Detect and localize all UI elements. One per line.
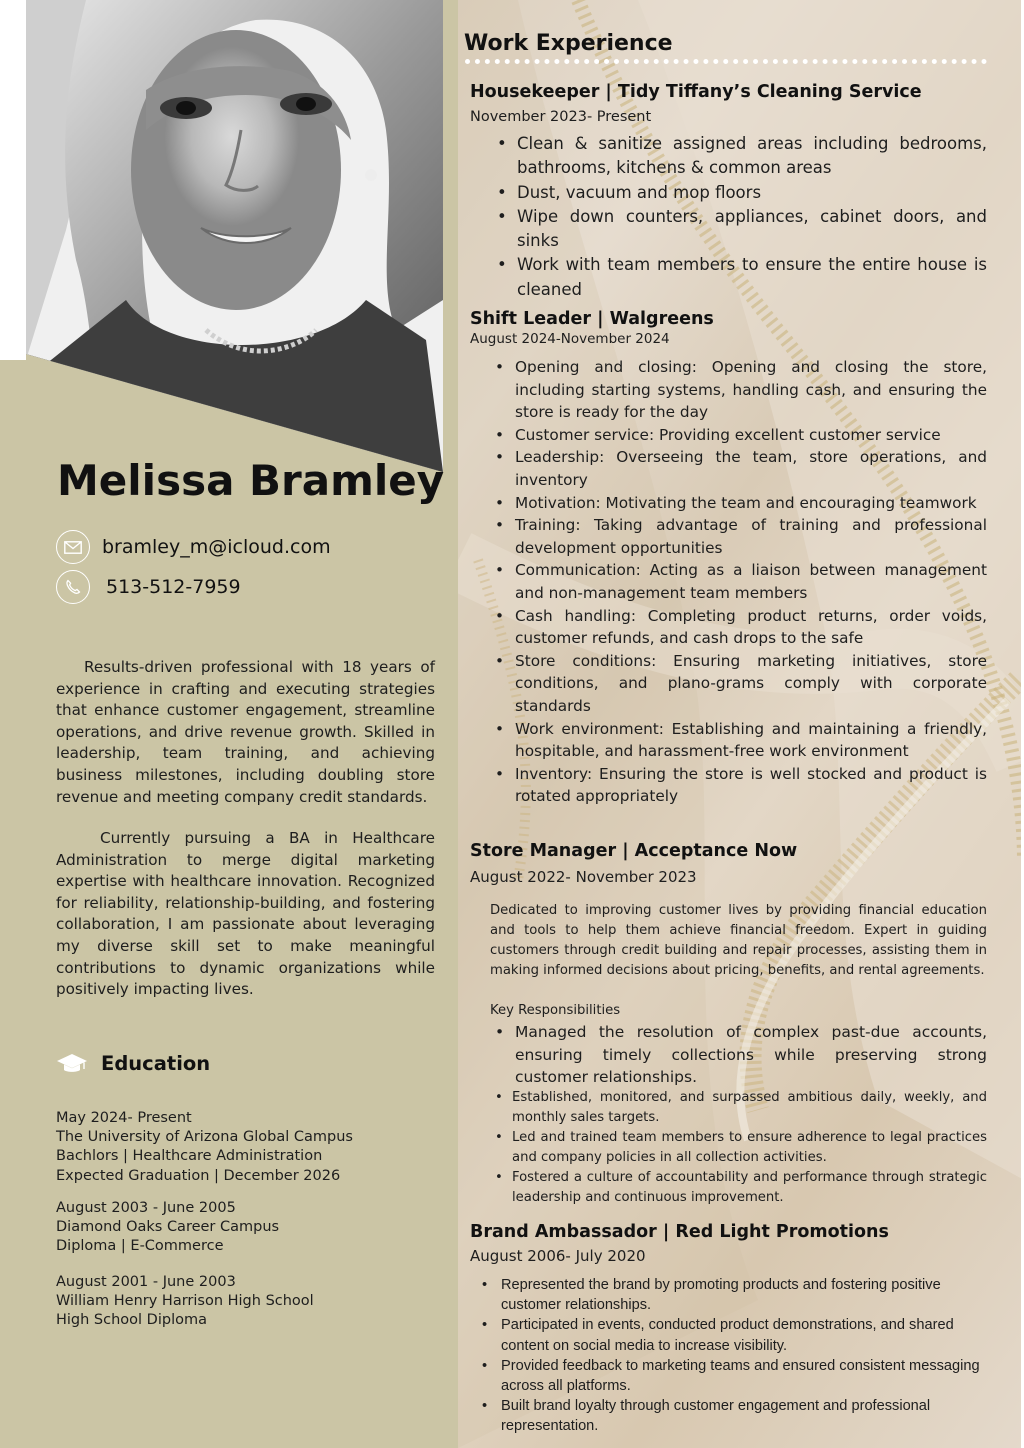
- education-degree: Bachlors | Healthcare Administration: [56, 1148, 323, 1165]
- job-title: Brand Ambassador | Red Light Promotions: [470, 1222, 889, 1242]
- education-entry: [56, 1109, 353, 1186]
- list-item: • Provided feedback to marketing teams and ensured consistent messaging across all platforms.: [501, 1356, 981, 1396]
- envelope-icon: [56, 530, 90, 564]
- job-dates: August 2022- November 2023: [470, 868, 697, 886]
- list-item: • Store conditions: Ensuring marketing initiatives, store conditions, and plano-grams comply with corporate standards: [515, 650, 987, 718]
- list-item: • Established, monitored, and surpassed ambitious daily, weekly, and monthly sales targets.: [512, 1088, 987, 1128]
- profile-photo: [26, 0, 443, 472]
- job-title: Housekeeper | Tidy Tiffany’s Cleaning Service: [470, 82, 922, 102]
- job-dates: August 2024-November 2024: [470, 331, 670, 347]
- education-entry: [56, 1199, 279, 1257]
- list-item: • Represented the brand by promoting products and fostering positive customer relationships.: [501, 1275, 981, 1315]
- contact-email: [56, 530, 331, 564]
- heading-divider: [465, 59, 987, 64]
- key-responsibilities-label: Key Responsibilities: [490, 1003, 621, 1018]
- list-item: • Opening and closing: Opening and closing the store, including starting systems, handling cash, and ensuring the store is ready for the day: [515, 356, 987, 424]
- list-item: • Participated in events, conducted product demonstrations, and shared content on social media to increase visibility.: [501, 1315, 981, 1355]
- education-school: The University of Arizona Global Campus: [56, 1129, 353, 1146]
- education-degree: High School Diploma: [56, 1312, 207, 1329]
- list-item: • Cash handling: Completing product returns, order voids, customer refunds, and cash drops to the safe: [515, 605, 987, 650]
- education-school: Diamond Oaks Career Campus: [56, 1219, 280, 1236]
- list-item: • Dust, vacuum and mop floors: [517, 181, 987, 205]
- list-item: • Work with team members to ensure the entire house is cleaned: [517, 253, 987, 302]
- job-bullet-list: [501, 1275, 981, 1437]
- list-item: • Wipe down counters, appliances, cabinet doors, and sinks: [517, 205, 987, 254]
- education-degree: Diploma | E-Commerce: [56, 1238, 224, 1255]
- education-school: William Henry Harrison High School: [56, 1293, 314, 1310]
- education-dates: August 2001 - June 2003: [56, 1274, 236, 1290]
- education-dates: May 2024- Present: [56, 1110, 192, 1126]
- list-item: • Clean & sanitize assigned areas including bedrooms, bathrooms, kitchens & common areas: [517, 132, 987, 181]
- summary-paragraph: Currently pursuing a BA in Healthcare Administration to merge digital marketing expertise with healthcare innovation. Recognized for reliability, relationship-building, and fostering collaboration, I am passionate about leveraging my diverse skill set to make meaningful contributions to dynamic organizations while positively impacting lives.: [56, 829, 435, 999]
- job-bullet-list: [515, 1021, 987, 1089]
- list-item: • Motivation: Motivating the team and encouraging teamwork: [515, 492, 987, 515]
- list-item: • Training: Taking advantage of training and professional development opportunities: [515, 514, 987, 559]
- education-note: Expected Graduation | December 2026: [56, 1167, 341, 1184]
- work-experience-heading: Work Experience: [464, 31, 673, 56]
- left-sidebar: [0, 0, 458, 1448]
- list-item: • Managed the resolution of complex past-due accounts, ensuring timely collections while preserving strong customer relationships.: [515, 1021, 987, 1089]
- education-heading-label: Education: [101, 1051, 211, 1075]
- list-item: • Work environment: Establishing and maintaining a friendly, hospitable, and harassment-free work environment: [515, 718, 987, 763]
- job-bullet-list: [515, 356, 987, 808]
- candidate-name: Melissa Bramley: [57, 456, 445, 505]
- list-item: • Fostered a culture of accountability and performance through strategic leadership and continuous improvement.: [512, 1168, 987, 1208]
- job-description: Dedicated to improving customer lives by providing financial education and tools to help them achieve financial freedom. Expert in guiding customers through credit building and repair processes, assisting them in making informed decisions about pricing, benefits, and rental agreements.: [490, 903, 987, 978]
- list-item: • Customer service: Providing excellent customer service: [515, 424, 987, 447]
- list-item: • Led and trained team members to ensure adherence to legal practices and company policies in all collection activities.: [512, 1128, 987, 1168]
- profile-photo-drawing: [26, 0, 443, 472]
- job-title: Shift Leader | Walgreens: [470, 309, 714, 329]
- job-bullet-list: [512, 1088, 987, 1208]
- education-dates: August 2003 - June 2005: [56, 1200, 236, 1216]
- phone-icon: [56, 570, 90, 604]
- education-heading: [56, 1051, 210, 1075]
- job-dates: November 2023- Present: [470, 109, 652, 125]
- phone-number[interactable]: 513-512-7959: [106, 576, 241, 598]
- job-title: Store Manager | Acceptance Now: [470, 841, 798, 861]
- graduation-cap-icon: [56, 1051, 88, 1075]
- email-address[interactable]: bramley_m@icloud.com: [102, 536, 331, 558]
- list-item: • Communication: Acting as a liaison between management and non-management team members: [515, 559, 987, 604]
- summary-paragraph: Results-driven professional with 18 years of experience in crafting and executing strategies that enhance customer engagement, streamline operations, and drive revenue growth. Skilled in leadership, team training, and achieving business milestones, including doubling store revenue and meeting company credit standards.: [56, 658, 435, 806]
- list-item: • Inventory: Ensuring the store is well stocked and product is rotated appropriately: [515, 763, 987, 808]
- photo-margin: [0, 0, 26, 360]
- contact-phone: [56, 570, 241, 604]
- job-bullet-list: [517, 132, 987, 302]
- list-item: • Built brand loyalty through customer engagement and professional representation.: [501, 1396, 981, 1436]
- education-entry: [56, 1273, 314, 1331]
- job-dates: August 2006- July 2020: [470, 1247, 646, 1265]
- list-item: • Leadership: Overseeing the team, store operations, and inventory: [515, 446, 987, 491]
